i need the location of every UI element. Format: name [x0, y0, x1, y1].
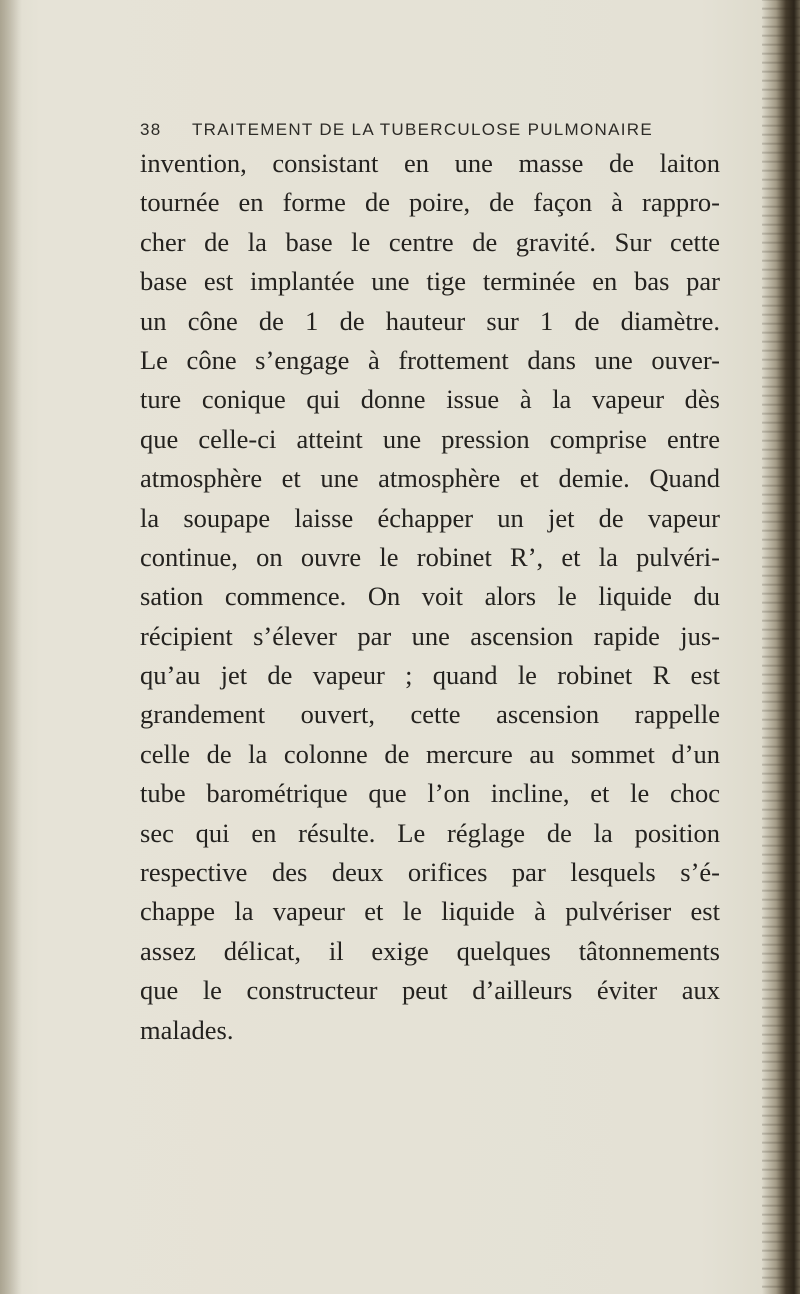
text-line: malades. [140, 1014, 234, 1045]
running-header [140, 120, 700, 142]
text-line: ture conique qui donne issue à la vapeur dès [140, 384, 720, 415]
text-line: base est implantée une tige terminée en bas par [140, 266, 720, 297]
page-number: 38 [140, 120, 162, 139]
text-line: tournée en forme de poire, de façon à rappro- [140, 187, 720, 218]
text-line: la soupape laisse échapper un jet de vapeur [140, 502, 720, 533]
text-line: atmosphère et une atmosphère et demie. Quand [140, 463, 720, 494]
text-line: récipient s’élever par une ascension rapide jus- [140, 620, 720, 651]
text-line: que le constructeur peut d’ailleurs éviter aux [140, 975, 720, 1006]
text-line: sation commence. On voit alors le liquide du [140, 581, 720, 612]
page-gutter-shadow [0, 0, 22, 1294]
text-line: celle de la colonne de mercure au sommet d’un [140, 738, 720, 769]
text-line: assez délicat, il exige quelques tâtonnements [140, 935, 720, 966]
text-line: que celle-ci atteint une pression comprise entre [140, 423, 720, 454]
text-line: chappe la vapeur et le liquide à pulvériser est [140, 896, 720, 927]
text-line: tube barométrique que l’on incline, et le choc [140, 778, 720, 809]
text-line: continue, on ouvre le robinet R’, et la pulvéri- [140, 541, 720, 572]
running-title: TRAITEMENT DE LA TUBERCULOSE PULMONAIRE [192, 120, 653, 139]
body-text [140, 144, 720, 1050]
page-edge [762, 0, 800, 1294]
text-line: qu’au jet de vapeur ; quand le robinet R est [140, 660, 720, 691]
text-line: un cône de 1 de hauteur sur 1 de diamètre. [140, 305, 720, 336]
text-line: cher de la base le centre de gravité. Sur cette [140, 226, 720, 257]
text-line: respective des deux orifices par lesquels s’é- [140, 857, 720, 888]
text-line: Le cône s’engage à frottement dans une ouver- [140, 344, 720, 375]
text-line: invention, consistant en une masse de laiton [140, 148, 720, 178]
text-line: sec qui en résulte. Le réglage de la position [140, 817, 720, 848]
text-line: grandement ouvert, cette ascension rappelle [140, 699, 720, 730]
